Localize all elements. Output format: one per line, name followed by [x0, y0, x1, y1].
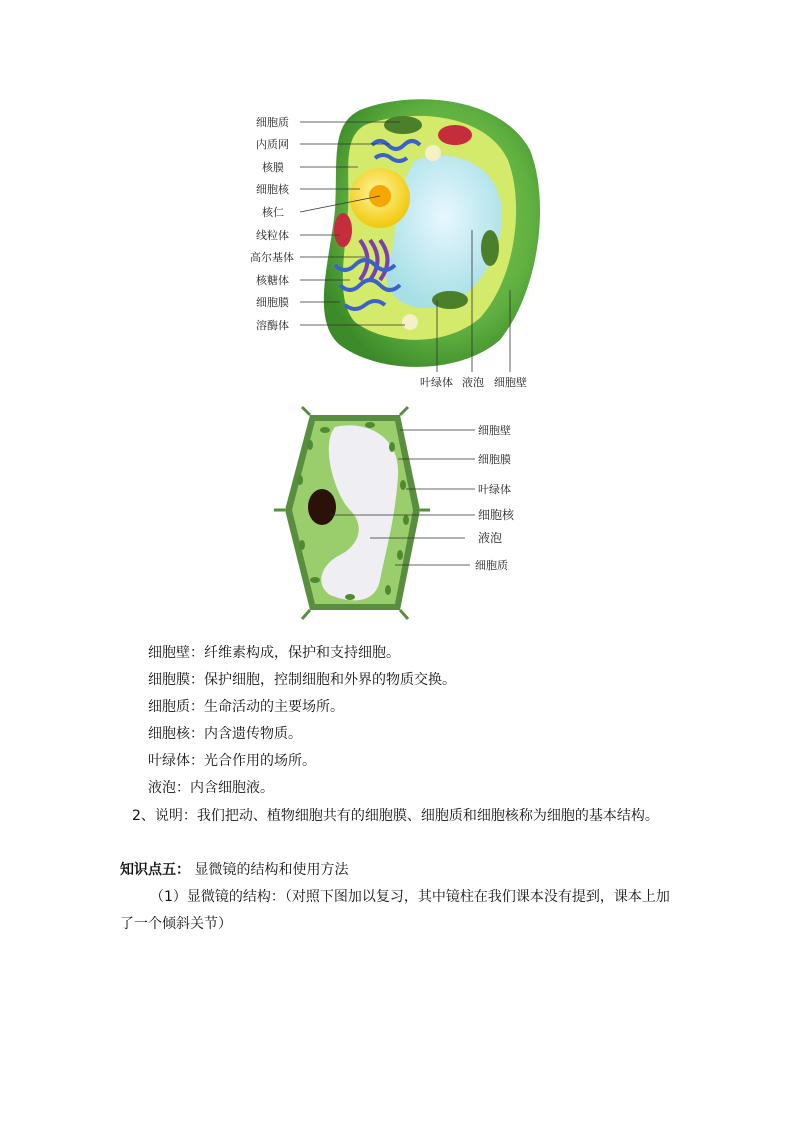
label-chloroplast: 叶绿体 [420, 376, 453, 389]
label2-cytoplasm: 细胞质 [475, 559, 508, 572]
label-mitochondrion: 线粒体 [256, 229, 289, 242]
chloroplast-shape [384, 116, 422, 134]
nucleus-shape-2d [308, 489, 336, 525]
label2-cell-wall: 细胞壁 [478, 424, 511, 437]
label2-cell-membrane: 细胞膜 [478, 453, 511, 466]
mitochondrion-shape [438, 125, 472, 145]
label-nucleolus: 核仁 [262, 206, 284, 219]
plant-cell-2d-diagram [270, 405, 530, 630]
label-lysosome: 溶酶体 [256, 319, 289, 332]
definition-vacuole: 液泡：内含细胞液。 [148, 780, 274, 796]
definition-cytoplasm: 细胞质：生命活动的主要场所。 [148, 699, 344, 715]
label-ribosome: 核糖体 [256, 274, 289, 287]
chloroplast-shape-2 [481, 230, 499, 266]
plant-cell-3d-diagram [240, 90, 550, 390]
label-nucleus: 细胞核 [256, 183, 289, 196]
label-vacuole: 液泡 [462, 376, 484, 389]
label-er: 内质网 [256, 138, 289, 151]
paragraph-line-2: 了一个倾斜关节） [120, 916, 232, 932]
label-nuclear-membrane: 核膜 [262, 161, 284, 174]
definition-nucleus: 细胞核：内含遗传物质。 [148, 726, 302, 742]
label-cytoplasm: 细胞质 [256, 116, 289, 129]
label2-nucleus: 细胞核 [478, 508, 515, 522]
label-cell-membrane: 细胞膜 [256, 296, 289, 309]
definition-chloroplast: 叶绿体：光合作用的场所。 [148, 753, 316, 769]
definition-cell-membrane: 细胞膜：保护细胞，控制细胞和外界的物质交换。 [148, 672, 456, 688]
label-golgi: 高尔基体 [250, 251, 294, 264]
mitochondrion-shape-2 [334, 213, 352, 247]
label-cell-wall: 细胞壁 [494, 376, 527, 389]
label2-vacuole: 液泡 [478, 531, 503, 545]
note-basic-structure: 2、说明：我们把动、植物细胞共有的细胞膜、细胞质和细胞核称为细胞的基本结构。 [132, 808, 659, 824]
label2-chloroplast: 叶绿体 [478, 483, 511, 496]
lysosome-shape [402, 314, 418, 330]
lysosome-shape-2 [425, 145, 441, 161]
definition-cell-wall: 细胞壁：纤维素构成，保护和支持细胞。 [148, 645, 400, 661]
section-title: 知识点五： 显微镜的结构和使用方法 [120, 862, 349, 878]
paragraph-line-1: （1）显微镜的结构：（对照下图加以复习，其中镜柱在我们课本没有提到，课本上加 [150, 889, 670, 905]
